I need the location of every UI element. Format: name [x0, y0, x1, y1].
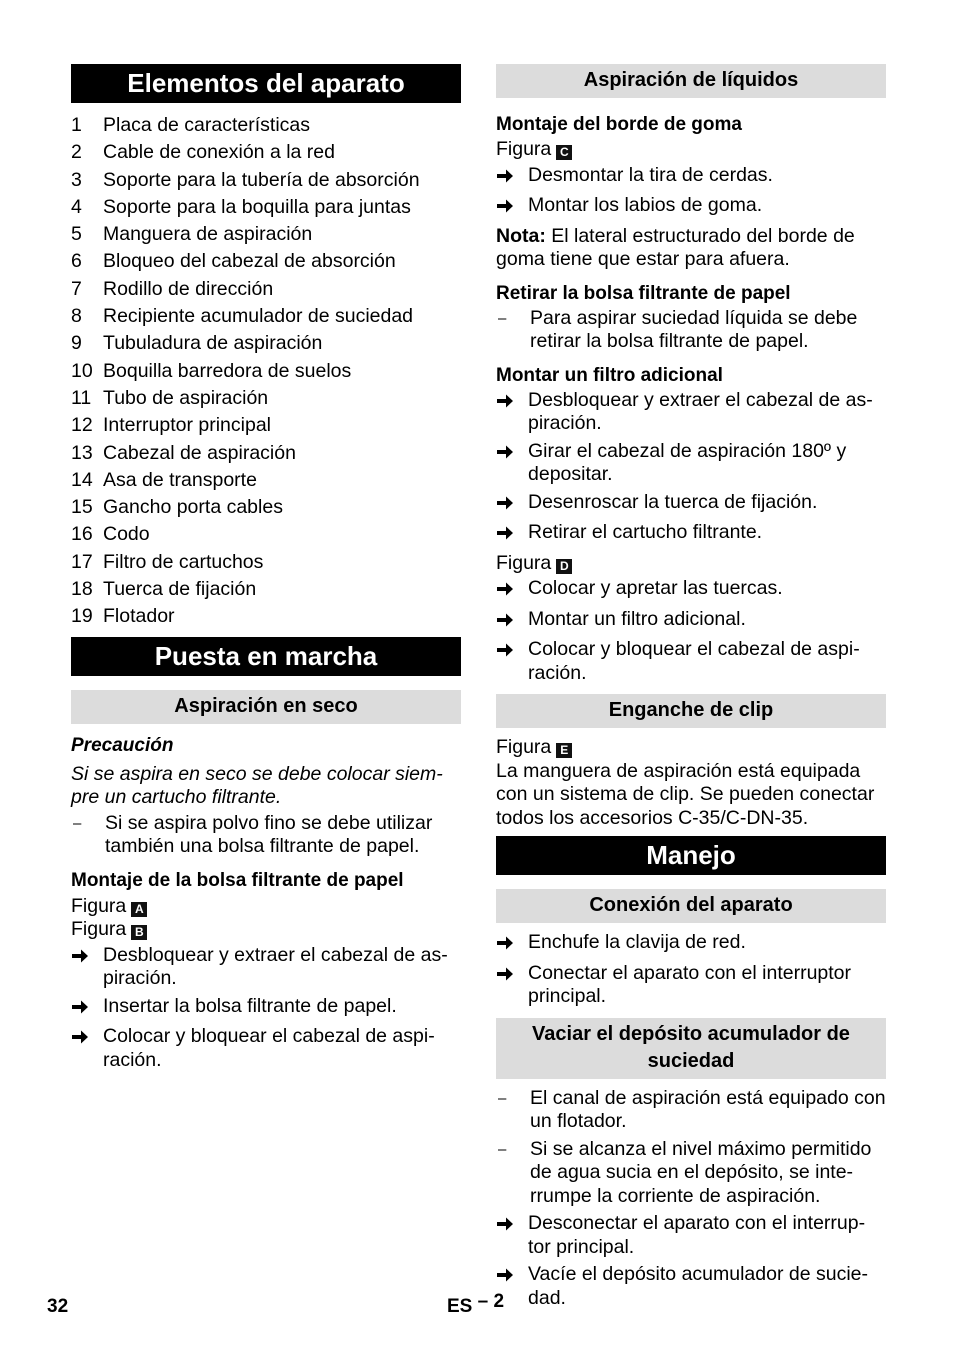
item-label: Gancho porta cables [103, 496, 283, 519]
arrow-right-icon [496, 642, 514, 658]
figure-label: Figura [496, 138, 552, 160]
item-label: Tubo de aspiración [103, 386, 269, 409]
section-heading-puesta: Puesta en marcha [71, 637, 461, 676]
item-number: 3 [71, 168, 82, 191]
item-label: Flotador [103, 605, 175, 628]
list-item-text: Para aspirar suciedad líquida se debe retirar la bolsa filtrante de papel. [530, 306, 858, 352]
item-label: Interruptor principal [103, 414, 271, 437]
figure-label: Figura [71, 918, 127, 941]
item-number: 2 [71, 141, 82, 164]
list-item-text: Colocar y bloquear el cabezal de aspi-ración. [528, 638, 860, 684]
item-number: 18 [71, 578, 93, 601]
item-number: 7 [71, 277, 82, 300]
item-label: Boquilla barredora de suelos [103, 359, 352, 382]
list-item-text: Girar el cabezal de aspiración 180º y depositar. [528, 439, 847, 485]
list-item [71, 385, 461, 412]
item-number: 8 [71, 305, 82, 328]
arrow-marker [496, 491, 528, 518]
arrow-right-icon [496, 1216, 514, 1232]
arrow-marker [496, 931, 528, 958]
list-item [71, 603, 461, 630]
item-number: 6 [71, 250, 82, 273]
steps-list [496, 577, 886, 685]
left-column [71, 64, 461, 1076]
subheading-montaje-bolsa: Montaje de la bolsa filtrante de papel [71, 869, 404, 891]
list-item-text: Enchufe la clavija de red. [528, 931, 746, 953]
list-item [496, 1087, 886, 1134]
list-item-text: Desbloquear y extraer el cabezal de as-piración. [103, 943, 448, 990]
list-item-text: Si se aspira polvo fino se debe utilizar también una bolsa filtrante de papel. [105, 811, 433, 858]
item-number: 13 [71, 441, 93, 464]
steps-list [496, 389, 886, 548]
subheading-aspiracion-liquidos: Aspiración de líquidos [496, 64, 886, 98]
steps-list [71, 944, 461, 1073]
arrow-marker [496, 194, 528, 221]
list-item [71, 248, 461, 275]
arrow-right-icon [496, 393, 514, 409]
list-item-text: Desenroscar la tuerca de fijación. [528, 490, 818, 513]
item-label: Manguera de aspiración [103, 223, 313, 246]
list-item-text: Montar los labios de goma. [528, 194, 763, 216]
elements-list [71, 112, 461, 631]
list-item [496, 440, 886, 487]
arrow-right-icon [71, 1029, 89, 1045]
item-number: 14 [71, 468, 93, 491]
dash-marker: – [498, 1140, 507, 1158]
arrow-right-icon [71, 999, 89, 1015]
list-item [496, 1212, 886, 1259]
list-item [71, 221, 461, 248]
arrow-marker [496, 608, 528, 635]
item-number: 19 [71, 605, 93, 628]
list-item [71, 276, 461, 303]
arrow-marker [496, 440, 528, 487]
list-item [71, 549, 461, 576]
subheading-conexion: Conexión del aparato [496, 889, 886, 923]
item-number: 11 [71, 386, 92, 409]
figure-label: Figura [496, 551, 552, 574]
list-item [496, 164, 886, 191]
steps-list [496, 931, 886, 1009]
item-label: Tubuladura de aspiración [103, 332, 323, 355]
list-item [71, 521, 461, 548]
figure-badge-icon: C [556, 145, 572, 160]
list-item-text: Vacíe el depósito acumulador de sucie-dad. [528, 1263, 869, 1309]
list-item [71, 112, 461, 139]
page-number: 32 [47, 1296, 69, 1317]
language-code [447, 1291, 505, 1318]
list-item [71, 995, 461, 1022]
note-paragraph [496, 225, 886, 272]
figure-label: Figura [71, 894, 127, 917]
item-label: Cabezal de aspiración [103, 441, 296, 464]
note-label: Nota: [496, 224, 546, 247]
list-item [71, 812, 461, 859]
item-label: Cable de conexión a la red [103, 141, 335, 164]
arrow-right-icon [71, 948, 89, 964]
item-number: 5 [71, 223, 82, 246]
figure-ref-e [496, 736, 886, 760]
item-label: Soporte para la boquilla para juntas [103, 195, 411, 218]
list-item [71, 330, 461, 357]
subheading-enganche-clip: Enganche de clip [496, 694, 886, 728]
list-item [71, 167, 461, 194]
figure-ref-a [71, 895, 461, 919]
item-label: Placa de características [103, 114, 311, 136]
item-label: Recipiente acumulador de suciedad [103, 305, 414, 328]
list-item [71, 944, 461, 991]
arrow-marker [71, 995, 103, 1022]
item-label: Bloqueo del cabezal de absorción [103, 250, 396, 273]
list-item [496, 608, 886, 635]
list-item [71, 303, 461, 330]
subheading-aspiracion-seco: Aspiración en seco [71, 690, 461, 724]
arrow-right-icon [496, 168, 514, 184]
list-item [496, 307, 886, 354]
item-number: 1 [71, 114, 82, 136]
caution-title: Precaución [71, 734, 174, 756]
dash-marker: – [73, 814, 82, 832]
dash-marker: – [498, 1089, 507, 1107]
list-item-text: Colocar y bloquear el cabezal de aspi-ración. [103, 1025, 435, 1071]
item-number: 9 [71, 332, 82, 355]
item-number: 16 [71, 523, 93, 546]
arrow-right-icon [496, 612, 514, 628]
arrow-right-icon [496, 525, 514, 541]
right-column [496, 64, 886, 1314]
arrow-marker [496, 962, 528, 1009]
section-heading-elementos: Elementos del aparato [71, 64, 461, 103]
arrow-marker [496, 577, 528, 604]
list-item-text: Desmontar la tira de cerdas. [528, 163, 773, 186]
list-item [496, 931, 886, 958]
figure-badge-icon: B [131, 925, 147, 940]
subheading-vaciar-deposito: Vaciar el depósito acumulador de suciedad [496, 1018, 886, 1079]
figure-ref-d [496, 552, 886, 576]
figure-ref-b [71, 918, 461, 942]
item-number: 4 [71, 195, 82, 218]
list-item [71, 139, 461, 166]
list-item-text: Desbloquear y extraer el cabezal de as-piración. [528, 388, 873, 434]
list-item-text: Montar un filtro adicional. [528, 607, 746, 630]
subheading-retirar-bolsa: Retirar la bolsa filtrante de papel [496, 282, 791, 304]
arrow-marker [71, 1025, 103, 1072]
item-label: Codo [103, 523, 150, 546]
list-item [496, 577, 886, 604]
note-text: El lateral estructurado del borde de goma tiene que estar para afuera. [496, 224, 855, 270]
item-number: 17 [71, 550, 93, 573]
section-page: – 2 [477, 1291, 505, 1312]
figure-label: Figura [496, 736, 552, 758]
arrow-marker [71, 944, 103, 991]
arrow-marker [496, 638, 528, 685]
list-item [496, 491, 886, 518]
list-item [496, 962, 886, 1009]
list-item [71, 440, 461, 467]
list-item [496, 638, 886, 685]
item-label: Rodillo de dirección [103, 277, 274, 300]
list-item-text: Conectar el aparato con el interruptor principal. [528, 961, 852, 1007]
list-item-text: Si se alcanza el nivel máximo permitido de agua sucia en el depósito, se inte-rrumpe la corriente de aspiración. [530, 1137, 872, 1207]
arrow-right-icon [496, 935, 514, 951]
section-heading-manejo: Manejo [496, 836, 886, 875]
list-item [71, 494, 461, 521]
arrow-marker [496, 164, 528, 191]
arrow-marker [496, 1212, 528, 1259]
arrow-right-icon [496, 966, 514, 982]
dash-marker: – [498, 309, 507, 327]
caution-text: Si se aspira en seco se debe colocar siem-pre un cartucho filtrante. [71, 762, 443, 809]
steps-list [496, 164, 886, 221]
arrow-right-icon [496, 444, 514, 460]
item-label: Asa de transporte [103, 468, 257, 491]
item-label: Tuerca de fijación [103, 578, 257, 601]
arrow-right-icon [496, 495, 514, 511]
list-item [496, 389, 886, 436]
item-number: 10 [71, 359, 93, 382]
arrow-right-icon [496, 581, 514, 597]
list-item [71, 467, 461, 494]
item-number: 15 [71, 496, 93, 519]
list-item [71, 576, 461, 603]
list-item-text: Colocar y apretar las tuercas. [528, 577, 783, 599]
subheading-borde-goma: Montaje del borde de goma [496, 114, 742, 135]
list-item-text: Desconectar el aparato con el interrup-tor principal. [528, 1212, 866, 1258]
figure-ref-c [496, 138, 886, 162]
arrow-marker [496, 521, 528, 548]
arrow-marker [496, 389, 528, 436]
figure-badge-icon: D [556, 559, 572, 574]
list-item [71, 358, 461, 385]
list-item [496, 1138, 886, 1209]
list-item [71, 1025, 461, 1072]
list-item [496, 521, 886, 548]
item-number: 12 [71, 414, 93, 437]
clip-paragraph: La manguera de aspiración está equipada con un sistema de clip. Se pueden conectar todos los accesorios C-35/C-DN-35. [496, 759, 875, 829]
list-item-text: El canal de aspiración está equipado con un flotador. [530, 1086, 886, 1132]
subheading-filtro-adicional: Montar un filtro adicional [496, 364, 723, 386]
list-item [496, 1263, 886, 1310]
arrow-right-icon [496, 1267, 514, 1283]
list-item [496, 194, 886, 221]
list-item [71, 194, 461, 221]
language-label: ES [447, 1296, 473, 1317]
item-label: Filtro de cartuchos [103, 550, 264, 573]
figure-badge-icon: E [556, 743, 572, 758]
item-label: Soporte para la tubería de absorción [103, 168, 420, 191]
arrow-right-icon [496, 198, 514, 214]
figure-badge-icon: A [131, 902, 147, 917]
list-item-text: Insertar la bolsa filtrante de papel. [103, 994, 397, 1017]
list-item-text: Retirar el cartucho filtrante. [528, 521, 763, 543]
list-item [71, 412, 461, 439]
steps-list [496, 1087, 886, 1311]
